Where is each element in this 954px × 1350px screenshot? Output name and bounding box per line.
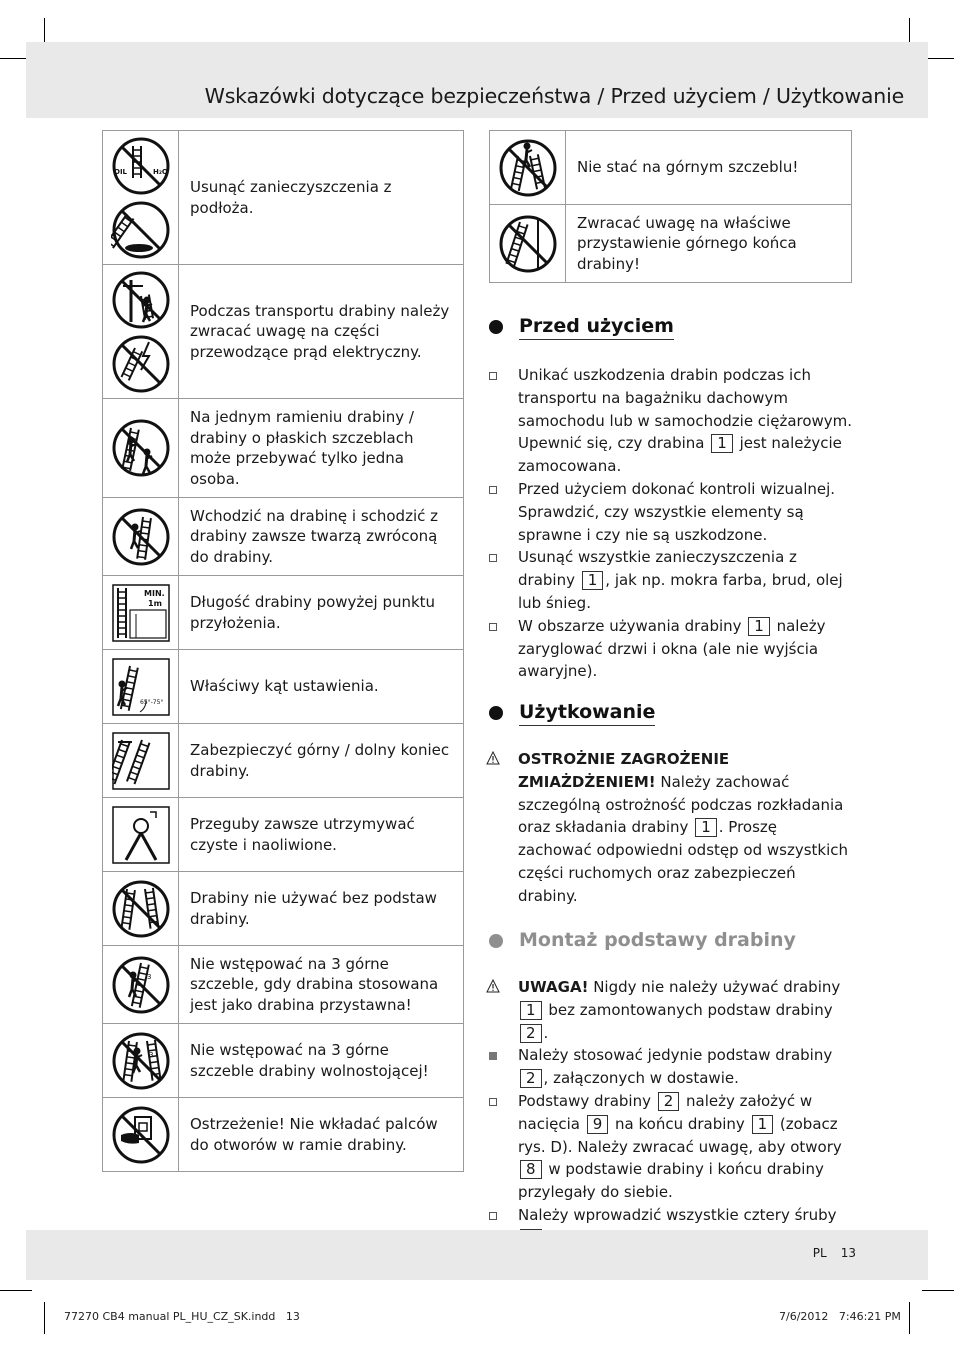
svg-text:1m: 1m [147,598,162,608]
page-number [813,1246,856,1260]
part-number-ref: 1 [582,571,604,590]
bullet-dot-icon [489,706,503,720]
safety-icon-cell [103,1098,179,1172]
electric-shock-ladder-prohibited-icon [111,334,171,394]
safety-text: Właściwy kąt ustawienia. [179,650,464,724]
part-number-ref: 1 [520,1001,542,1020]
warning-label: OSTROŻNIE ZAGROŻENIE ZMIAŻDŻENIEM! [518,750,730,791]
crush-warning [489,748,854,908]
section-heading [489,928,854,956]
part-number-ref: 8 [520,1160,542,1179]
safety-text: Usunąć zanieczyszczenia z podłoża. [179,131,464,265]
safety-text: Ostrzeżenie! Nie wkładać palców do otworów w ramie drabiny. [179,1098,464,1172]
safety-icon-cell [103,1024,179,1098]
safety-icon-cell [103,872,179,946]
file-slug: 77270 CB4 manual PL_HU_CZ_SK.indd 13 [64,1310,300,1323]
part-number-ref: 1 [711,434,733,453]
safety-table-left [102,130,464,1172]
safety-text: Na jednym ramieniu drabiny / drabiny o płaskich szczeblach może przebywać tylko jedna osoba. [179,399,464,498]
list-item [489,546,854,614]
safety-icon-cell [103,724,179,798]
list-item [489,478,854,546]
safety-row [103,265,464,399]
safety-row [103,650,464,724]
power-line-prohibited-icon [111,270,171,330]
safety-row [103,798,464,872]
safety-text: Długość drabiny powyżej punktu przyłożenia. [179,576,464,650]
text-run: Należy zachować szczególną ostrożność podczas rozkładania oraz składania drabiny [518,772,844,837]
safety-row [103,498,464,576]
safety-row [103,946,464,1024]
page-title: Wskazówki dotyczące bezpieczeństwa / Przed użyciem / Użytkowanie [204,84,904,108]
safety-text: Drabiny nie używać bez podstaw drabiny. [179,872,464,946]
text-run: . [543,1023,549,1042]
oil-joints-icon [112,806,170,864]
text-run: Podstawy drabiny [518,1091,656,1110]
ladder-angle-icon [112,658,170,716]
safety-icon-cell [103,946,179,1024]
footer-band [26,1230,928,1280]
part-number-ref: 1 [695,818,717,837]
language-code: PL [812,1246,827,1260]
safety-icon-cell [103,650,179,724]
assembly-list [489,1044,854,1249]
safety-icon-cell [103,265,179,399]
part-number-ref: 1 [748,617,770,636]
safety-icon-cell [103,576,179,650]
safety-row [103,131,464,265]
part-number-ref: 2 [520,1024,542,1043]
section-title: Montaż podstawy drabiny [519,929,796,951]
bullet-dot-icon [489,320,503,334]
safety-text: Wchodzić na drabinę i schodzić z drabiny zawsze twarzą zwróconą do drabiny. [179,498,464,576]
bullet-dot-icon [489,934,503,948]
text-run: bez zamontowanych podstaw drabiny [543,1000,833,1019]
filled-square-bullet-icon [489,1052,497,1060]
usage-section [489,700,854,908]
single-person-only-icon [111,418,171,478]
text-run: , jak np. mokra farba, brud, olej lub śnieg. [518,571,843,612]
svg-text:3: 3 [146,972,151,981]
text-run: Należy stosować jedynie podstaw drabiny [518,1046,833,1065]
no-top-3-rungs-leaning-icon [111,955,171,1015]
face-ladder-climb-icon [111,507,171,567]
svg-text:MIN.: MIN. [143,588,165,598]
text-run: Usunąć wszystkie zanieczyszczenia z drabiny [518,548,797,590]
part-number-ref: 9 [587,1115,609,1134]
text-run: w podstawie drabiny i końcu drabiny przylegały do siebie. [518,1160,824,1202]
part-number-ref: 2 [520,1069,542,1088]
warning-triangle-icon [486,751,500,765]
secure-ladder-ends-icon [112,732,170,790]
safety-icon-cell [103,399,179,498]
ladder-dirty-ground-prohibited-icon [111,200,171,260]
safety-row [103,1098,464,1172]
list-item [489,1090,854,1204]
page-number-value: 13 [840,1246,856,1260]
safety-text: Przeguby zawsze utrzymywać czyste i naoliwione. [179,798,464,872]
list-item [489,615,854,683]
text-run: jest należycie zamocowana. [518,434,842,476]
text-run: należy założyć w nacięcia [518,1091,813,1133]
safety-text: Nie stać na górnym szczeblu! [566,131,852,205]
section-title: Użytkowanie [519,700,655,726]
safety-icon-cell [490,205,566,283]
header-band [26,42,928,118]
text-run: , załączonych w dostawie. [543,1069,739,1088]
list-item [489,1044,854,1090]
part-number-ref: 1 [752,1115,774,1134]
part-number-ref: 2 [658,1092,680,1111]
text-run: Nigdy nie należy używać drabiny [588,978,841,996]
open-square-bullet-icon [489,623,497,631]
section-title: Przed użyciem [519,314,674,340]
open-square-bullet-icon [489,372,497,380]
open-square-bullet-icon [489,486,497,494]
crop-mark [0,1290,32,1291]
svg-text:3: 3 [148,1050,153,1059]
svg-text:65°-75°: 65°-75° [139,698,163,706]
text-run: W obszarze używania drabiny [518,616,747,635]
crop-mark [909,1302,910,1334]
no-use-without-base-icon [111,879,171,939]
oil-water-ground-prohibited-icon [111,136,171,196]
safety-text: Zwracać uwagę na właściwe przystawienie górnego końca drabiny! [566,205,852,283]
warning-triangle-icon [486,979,500,993]
text-run: na końcu drabiny [610,1114,750,1133]
text-run: Unikać uszkodzenia drabin podczas ich transportu na bagażniku dachowym samochodu lub w samochodzie ciężarowym. Upewnić się, czy drabina [518,366,853,453]
before-use-section [489,314,854,683]
svg-text:OIL: OIL [113,167,127,176]
ladder-extension-min-1m-icon [112,584,170,642]
safety-row [103,1024,464,1098]
text-run: Należy wprowadzić wszystkie cztery śruby [518,1205,837,1224]
open-square-bullet-icon [489,1098,497,1106]
assembly-warning [489,976,854,1044]
safety-icon-cell [103,498,179,576]
crop-mark [44,1302,45,1334]
svg-text:H₂O: H₂O [152,167,168,176]
safety-row [490,205,852,283]
safety-icon-cell [103,798,179,872]
safety-table-right [489,130,852,283]
safety-row [103,872,464,946]
warning-label: UWAGA! [518,978,589,996]
safety-row [103,576,464,650]
safety-text: Podczas transportu drabiny należy zwracać uwagę na części przewodzące prąd elektryczny. [179,265,464,399]
before-use-list [489,364,854,683]
no-fingers-in-holes-icon [111,1105,171,1165]
print-timestamp: 7/6/2012 7:46:21 PM [779,1310,901,1323]
list-item [489,364,854,478]
text-run: . Proszę zachować odpowiedni odstęp od wszystkich części ruchomych oraz zabezpieczeń drabiny. [518,818,849,905]
text-run: należy zaryglować drzwi i okna (ale nie wyjścia awaryjne). [518,616,826,681]
section-heading [489,700,854,728]
safety-row [490,131,852,205]
open-square-bullet-icon [489,1212,497,1220]
safety-row [103,724,464,798]
proper-top-placement-icon [498,214,558,274]
open-square-bullet-icon [489,554,497,562]
safety-icon-cell [490,131,566,205]
no-top-3-rungs-standing-icon [111,1031,171,1091]
assembly-section [489,928,854,1250]
crop-mark [922,1290,954,1291]
text-run: Przed użyciem dokonać kontroli wizualnej. Sprawdzić, czy wszystkie elementy są sprawne i czy nie są uszkodzone. [518,479,836,544]
safety-row [103,399,464,498]
safety-text: Nie wstępować na 3 górne szczeble drabiny wolnostojącej! [179,1024,464,1098]
text-run: (zobacz rys. D). Należy zwracać uwagę, aby otwory [518,1114,842,1156]
safety-text: Nie wstępować na 3 górne szczeble, gdy drabina stosowana jest jako drabina przystawna! [179,946,464,1024]
section-heading [489,314,854,342]
safety-icon-cell [103,131,179,265]
no-top-rung-icon [498,138,558,198]
safety-text: Zabezpieczyć górny / dolny koniec drabiny. [179,724,464,798]
